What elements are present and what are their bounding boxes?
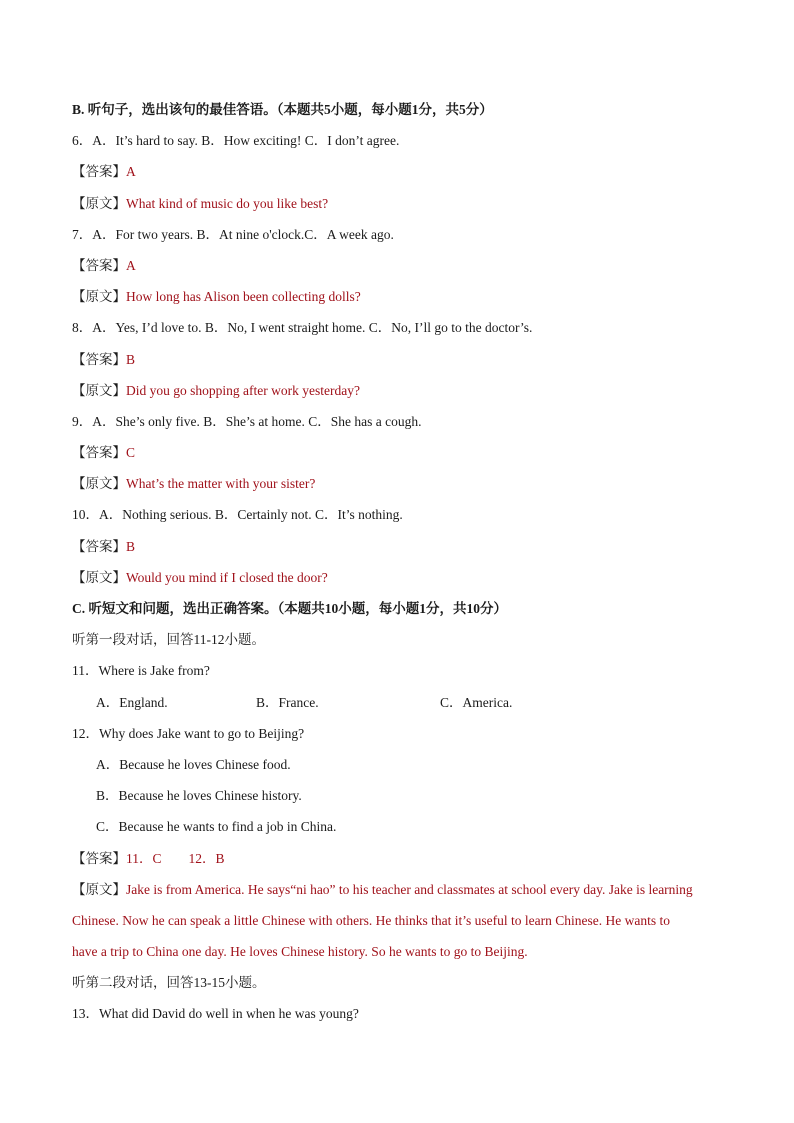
part2-intro: 听第二段对话，回答13-15小题。 (72, 975, 266, 991)
option-a: A．England. (96, 694, 168, 710)
source-11-12-line-2: Chinese. Now he can speak a little Chinese with others. He thinks that it’s useful to learn Chinese. He wants to (72, 912, 671, 928)
question-8: 8．A．Yes, I’d love to. B．No, I went straight home. C．No, I’ll go to the doctor’s. (72, 320, 533, 336)
source-text: Jake is from America. He says“ni hao” to his teacher and classmates at school every day. Jake is learning (126, 881, 693, 897)
source-label: 【原文】 (72, 881, 126, 897)
source-text: Did you go shopping after work yesterday? (126, 382, 360, 398)
source-label: 【原文】 (72, 289, 126, 305)
answer-label: 【答案】 (72, 351, 126, 367)
question-11: 11．Where is Jake from? (72, 663, 210, 679)
answer-7 (72, 250, 732, 281)
source-11-12-line-3: have a trip to China one day. He loves Chinese history. So he wants to go to Beijing. (72, 944, 528, 960)
source-label: 【原文】 (72, 382, 126, 398)
question-7: 7．A．For two years. B．At nine o'clock.C．A week ago. (72, 226, 394, 242)
answer-label: 【答案】 (72, 850, 126, 866)
source-text: What’s the matter with your sister? (126, 476, 316, 492)
option-c: C．America. (440, 694, 513, 710)
option-b: B．Because he loves Chinese history. (96, 788, 302, 804)
answer-6 (72, 156, 732, 187)
source-label: 【原文】 (72, 476, 126, 492)
source-6 (72, 188, 732, 219)
source-10 (72, 562, 732, 593)
source-11-12-line-1 (72, 874, 732, 905)
answer-value: A (126, 257, 136, 273)
part1-intro: 听第一段对话，回答11-12小题。 (72, 632, 265, 648)
answer-value: 11．C 12．B (126, 850, 225, 866)
section-b-heading: B. 听句子，选出该句的最佳答语。（本题共5小题，每小题1分，共5分） (72, 102, 493, 117)
answer-label: 【答案】 (72, 538, 126, 554)
answer-value: B (126, 538, 136, 554)
answer-10 (72, 531, 732, 562)
question-6: 6．A．It’s hard to say. B．How exciting! C．I don’t agree. (72, 133, 400, 149)
option-b: B．France. (256, 694, 319, 710)
answer-value: A (126, 164, 136, 180)
option-a: A．Because he loves Chinese food. (96, 756, 291, 772)
source-7 (72, 281, 732, 312)
answer-11-12 (72, 843, 732, 874)
source-9 (72, 468, 732, 499)
question-10: 10．A．Nothing serious. B．Certainly not. C．It’s nothing. (72, 507, 403, 523)
source-label: 【原文】 (72, 195, 126, 211)
source-text: How long has Alison been collecting dolls? (126, 289, 361, 305)
question-9: 9．A．She’s only five. B．She’s at home. C．She has a cough. (72, 413, 422, 429)
option-c: C．Because he wants to find a job in China. (96, 819, 337, 835)
answer-8 (72, 344, 732, 375)
document-page (72, 94, 732, 1030)
answer-label: 【答案】 (72, 445, 126, 461)
section-c-heading: C. 听短文和问题，选出正确答案。（本题共10小题，每小题1分，共10分） (72, 601, 507, 616)
question-13: 13．What did David do well in when he was young? (72, 1006, 359, 1022)
answer-value: B (126, 351, 136, 367)
source-8 (72, 375, 732, 406)
source-label: 【原文】 (72, 569, 126, 585)
question-12: 12．Why does Jake want to go to Beijing? (72, 725, 305, 741)
answer-label: 【答案】 (72, 257, 126, 273)
question-11-options (72, 687, 732, 718)
answer-label: 【答案】 (72, 164, 126, 180)
answer-9 (72, 437, 732, 468)
answer-value: C (126, 445, 136, 461)
source-text: What kind of music do you like best? (126, 195, 329, 211)
source-text: Would you mind if I closed the door? (126, 569, 328, 585)
